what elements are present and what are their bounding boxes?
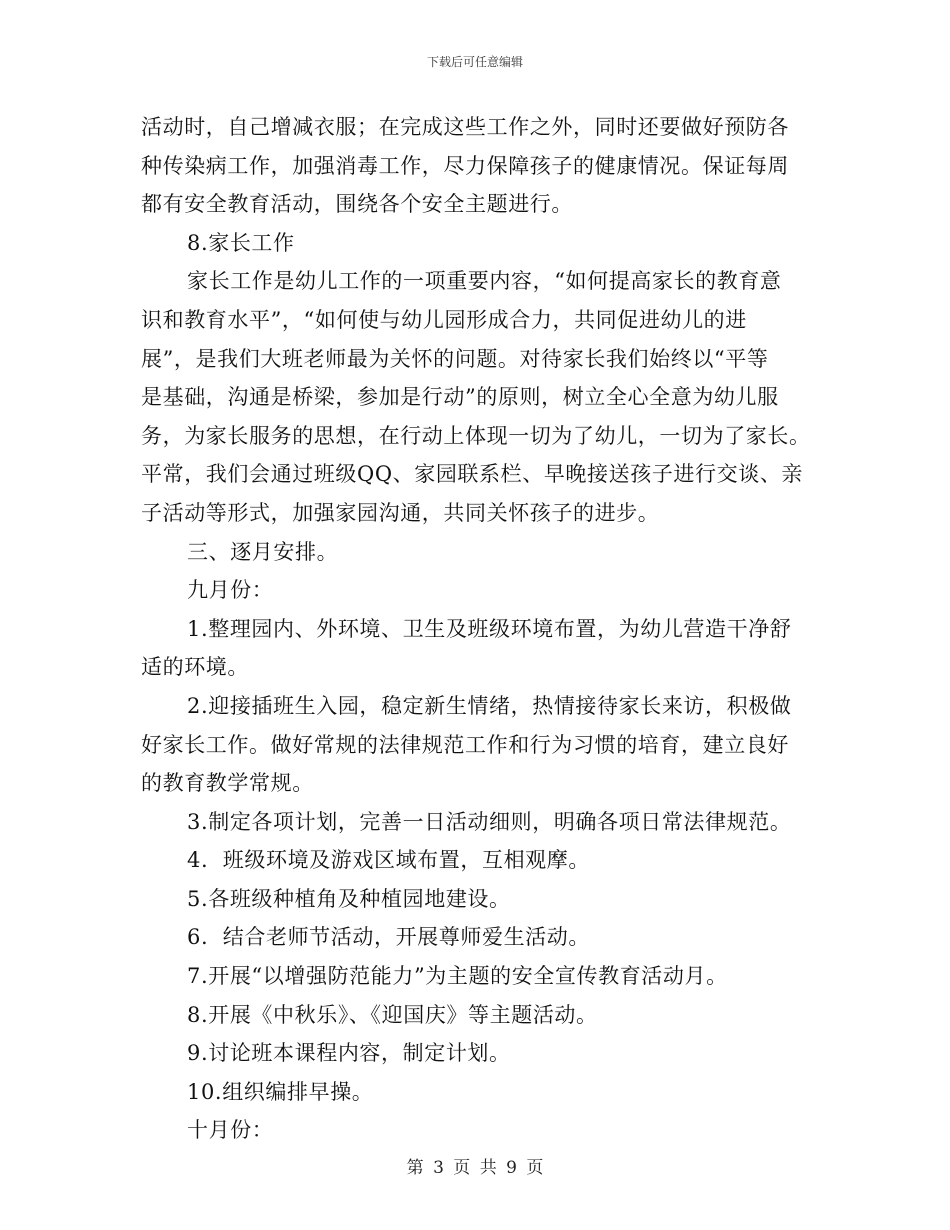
text-line: 展”，是我们大班老师最为关怀的问题。对待家长我们始终以“平等 (141, 346, 769, 371)
list-item: 4. 班级环境及游戏区域布置，互相观摩。 (187, 848, 590, 873)
text-line: 适的环境。 (141, 655, 249, 680)
text-line: 平常，我们会通过班级QQ、家园联系栏、早晚接送孩子进行交谈、亲 (141, 462, 804, 487)
section-heading: 8.家长工作 (187, 230, 295, 255)
text-line: 是基础，沟通是桥梁，参加是行动”的原则，树立全心全意为幼儿服 (141, 385, 779, 410)
text-line: 活动时，自己增减衣服；在完成这些工作之外，同时还要做好预防各 (141, 115, 789, 139)
text-line: 种传染病工作，加强消毒工作，尽力保障孩子的健康情况。保证每周 (141, 153, 789, 178)
page-number: 第 3 页 共 9 页 (406, 1158, 544, 1178)
list-item: 7.开展“以增强防范能力”为主题的安全宣传教育活动月。 (187, 964, 728, 989)
section-heading: 三、逐月安排。 (187, 539, 339, 564)
text-line: 家长工作是幼儿工作的一项重要内容，“如何提高家长的教育意 (187, 269, 782, 294)
text-line: 识和教育水平”，“如何使与幼儿园形成合力，共同促进幼儿的进 (141, 307, 747, 332)
list-item: 2.迎接插班生入园，稳定新生情绪，热情接待家长来访，积极做 (187, 693, 792, 718)
list-item: 6. 结合老师节活动，开展尊师爱生活动。 (187, 925, 590, 950)
text-line: 子活动等形式，加强家园沟通，共同关怀孩子的进步。 (141, 500, 660, 525)
text-line: 的教育教学常规。 (141, 771, 314, 796)
month-heading: 十月份： (187, 1118, 274, 1143)
list-item: 3.制定各项计划，完善一日活动细则，明确各项日常法律规范。 (187, 809, 792, 834)
list-item: 9.讨论班本课程内容，制定计划。 (187, 1041, 511, 1066)
document-body (141, 108, 813, 1150)
list-item: 5.各班级种植角及种植园地建设。 (187, 886, 511, 911)
list-item: 8.开展《中秋乐》、《迎国庆》等主题活动。 (187, 1002, 598, 1027)
text-line: 务，为家长服务的思想，在行动上体现一切为了幼儿，一切为了家长。 (141, 423, 811, 448)
page-header-note: 下载后可任意编辑 (426, 55, 523, 69)
text-line: 都有安全教育活动，围绕各个安全主题进行。 (141, 192, 573, 217)
list-item: 10.组织编排早操。 (187, 1079, 374, 1104)
month-heading: 九月份： (187, 578, 274, 603)
list-item: 1.整理园内、外环境、卫生及班级环境布置，为幼儿营造干净舒 (187, 616, 792, 641)
text-line: 好家长工作。做好常规的法律规范工作和行为习惯的培育，建立良好 (141, 732, 789, 757)
